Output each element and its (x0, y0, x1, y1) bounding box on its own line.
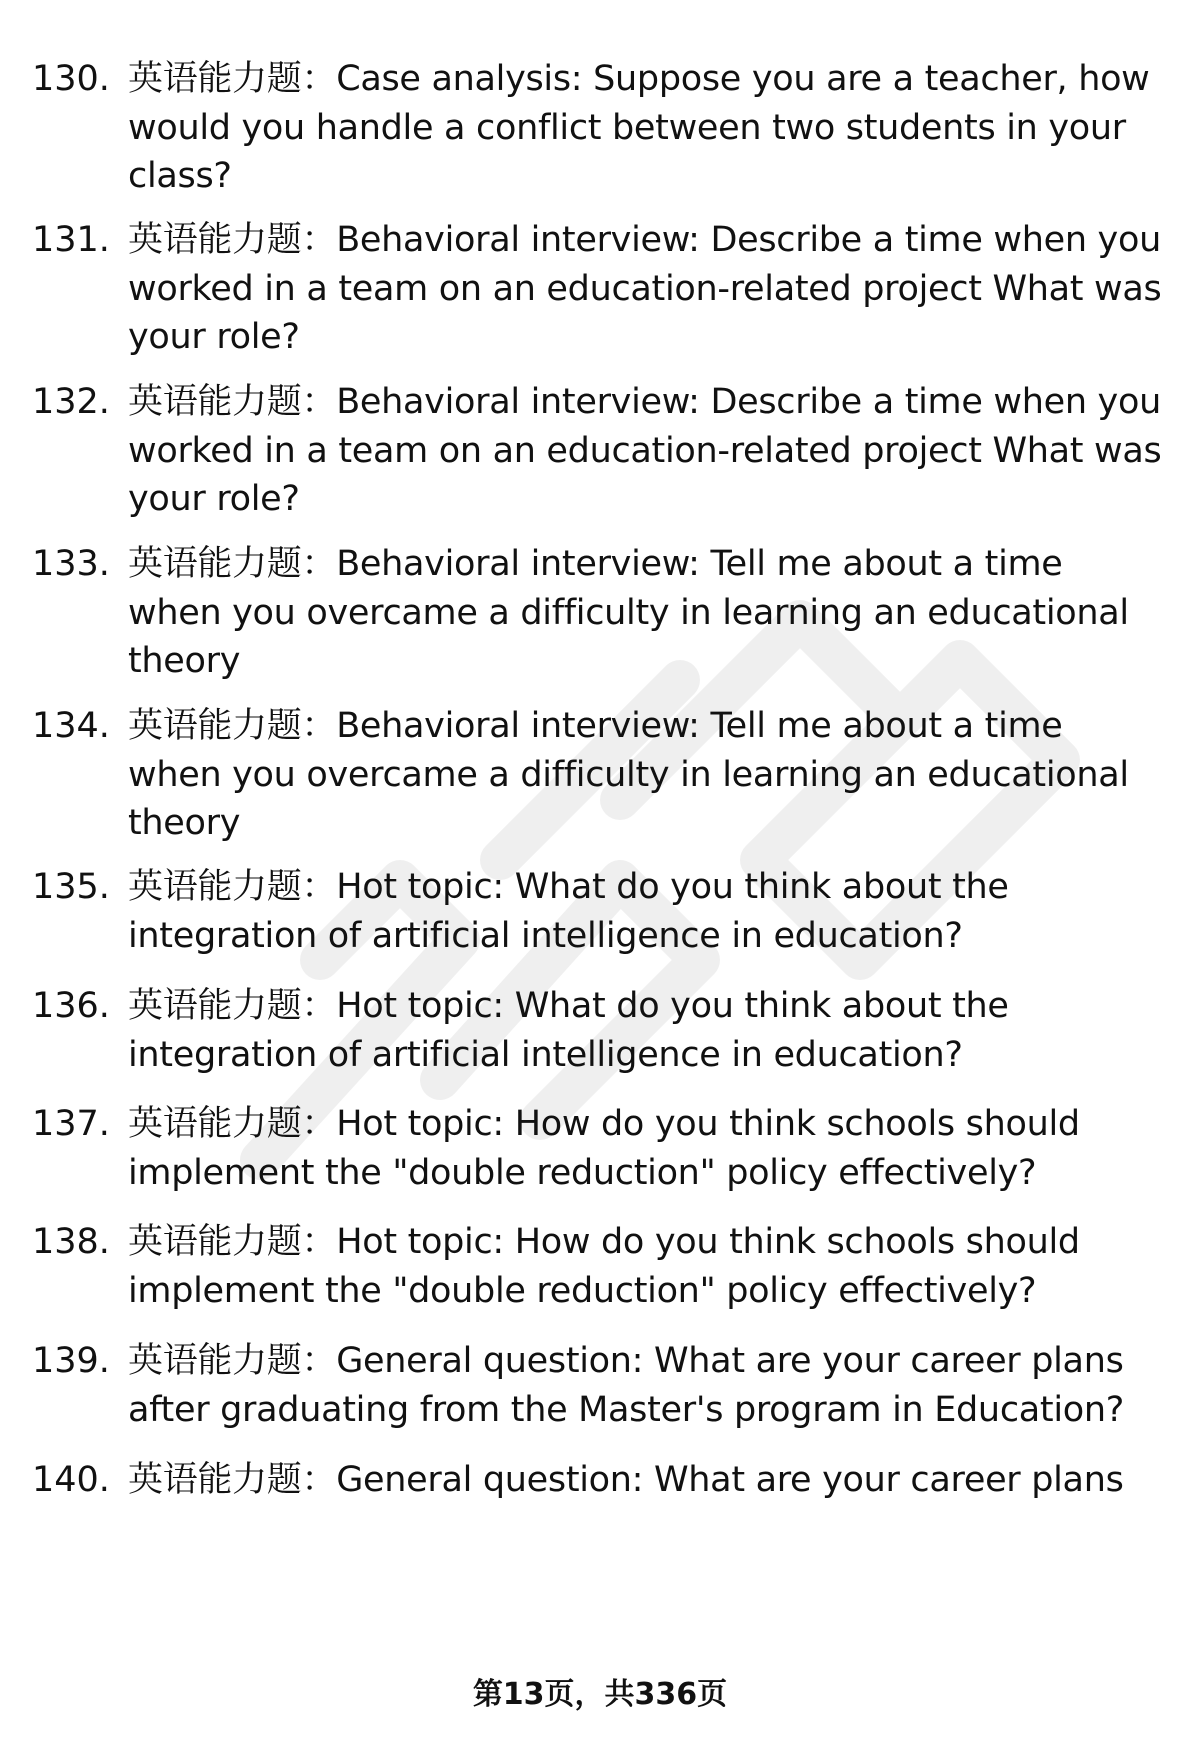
question-category: 英语能力题： (128, 1341, 337, 1381)
question-text: Behavioral interview: Tell me about a time when you overcame a difficulty in learning an educational theory (128, 544, 1129, 681)
question-item (32, 982, 1172, 1079)
question-number: 131. (32, 220, 110, 260)
question-category: 英语能力题： (128, 706, 337, 746)
question-category: 英语能力题： (128, 544, 337, 584)
question-category: 英语能力题： (128, 1104, 337, 1144)
question-category: 英语能力题： (128, 59, 337, 99)
question-item (32, 55, 1172, 201)
question-number: 132. (32, 382, 110, 422)
question-number: 139. (32, 1341, 110, 1381)
question-number: 134. (32, 706, 110, 746)
question-body (128, 1218, 1163, 1315)
question-category: 英语能力题： (128, 1460, 337, 1500)
question-body (128, 702, 1163, 848)
question-text: Hot topic: What do you think about the integration of artificial intelligence in education? (128, 867, 1009, 956)
question-body (128, 55, 1163, 201)
question-body (128, 540, 1163, 686)
question-number: 137. (32, 1104, 110, 1144)
question-body (128, 863, 1163, 960)
question-text: Behavioral interview: Describe a time when you worked in a team on an education-related project What was your role? (128, 382, 1162, 519)
question-number: 130. (32, 59, 110, 99)
question-category: 英语能力题： (128, 382, 337, 422)
question-item (32, 863, 1172, 960)
question-text: General question: What are your career plans (336, 1460, 1124, 1500)
question-item (32, 1456, 1172, 1505)
question-item (32, 378, 1172, 524)
question-text: General question: What are your career plans after graduating from the Master's program in Education? (128, 1341, 1125, 1430)
question-number: 138. (32, 1222, 110, 1262)
question-item (32, 540, 1172, 686)
question-text: Behavioral interview: Describe a time when you worked in a team on an education-related project What was your role? (128, 220, 1162, 357)
question-body (128, 216, 1163, 362)
question-body (128, 1100, 1163, 1197)
question-number: 135. (32, 867, 110, 907)
question-text: Case analysis: Suppose you are a teacher, how would you handle a conflict between two students in your class? (128, 59, 1150, 196)
question-category: 英语能力题： (128, 986, 337, 1026)
question-number: 136. (32, 986, 110, 1026)
question-number: 140. (32, 1460, 110, 1500)
page-indicator: 第13页，共336页 (472, 1677, 728, 1712)
question-text: Hot topic: What do you think about the integration of artificial intelligence in education? (128, 986, 1009, 1075)
question-category: 英语能力题： (128, 867, 337, 907)
question-item (32, 1337, 1172, 1434)
question-text: Hot topic: How do you think schools should implement the "double reduction" policy effectively? (128, 1222, 1080, 1311)
question-text: Behavioral interview: Tell me about a time when you overcame a difficulty in learning an educational theory (128, 706, 1129, 843)
question-body (128, 1337, 1163, 1434)
question-category: 英语能力题： (128, 1222, 337, 1262)
question-item (32, 702, 1172, 848)
question-body (128, 1456, 1163, 1505)
question-item (32, 216, 1172, 362)
question-text: Hot topic: How do you think schools should implement the "double reduction" policy effectively? (128, 1104, 1080, 1193)
question-item (32, 1100, 1172, 1197)
question-body (128, 982, 1163, 1079)
question-number: 133. (32, 544, 110, 584)
question-body (128, 378, 1163, 524)
question-item (32, 1218, 1172, 1315)
question-category: 英语能力题： (128, 220, 337, 260)
